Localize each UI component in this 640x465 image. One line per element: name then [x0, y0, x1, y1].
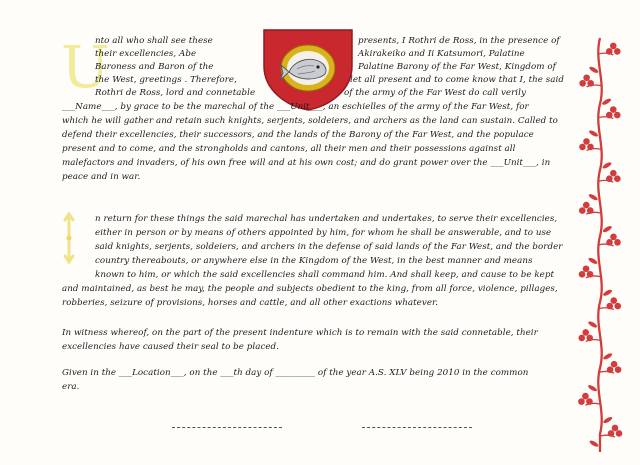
paragraph-1-line: which he will gather and retain such knights, serjents, soldeiers, and archers as the land can sustain. Called to — [62, 116, 558, 126]
paragraph-1-line: malefactors and invaders, of his own free will and at his own cost; and do grant power over the ___Unit___, in — [62, 158, 551, 168]
trefoil-flower-icon — [578, 393, 600, 405]
paragraph-1-line: nto all who shall see these — [95, 36, 213, 46]
trefoil-flower-icon — [579, 74, 601, 86]
trefoil-flower-icon — [599, 297, 621, 309]
vine-leaf-icon — [587, 320, 598, 328]
paragraph-2-line: and maintained, as best he may, the people and subjects obedient to the king, from all force, violence, pillages, — [62, 284, 558, 294]
illuminated-initial-i — [62, 212, 76, 264]
vine-leaf-icon — [602, 289, 613, 297]
illuminated-initial-u: U — [61, 33, 110, 101]
trefoil-flower-icon — [598, 106, 620, 118]
paragraph-1-line: peace and in war. — [62, 172, 141, 182]
trefoil-flower-icon — [598, 43, 620, 55]
vine-leaf-icon — [602, 352, 613, 360]
heraldic-shield — [262, 28, 354, 112]
paragraph-1-line: present and to come, and the strongholds and cantons, all their men and their possessions against all — [62, 144, 516, 154]
paragraph-1-line: defend their excellencies, their successors, and the lands of the Barony of the Far West, and the populace — [62, 130, 534, 140]
vine-leaf-icon — [587, 384, 598, 392]
vine-leaf-icon — [602, 225, 613, 233]
vine-leaf-icon — [589, 439, 600, 447]
paragraph-1-line: Baroness and Baron of the — [95, 62, 214, 72]
signature-line-left[interactable] — [172, 415, 282, 428]
trefoil-flower-icon — [579, 138, 601, 150]
paragraph-1-line: ___Name___, by grace to be the marechal of the ___Unit___, an eschielles of the army of the Far West, for — [62, 102, 529, 112]
paragraph-1-line: the West, greetings . Therefore, — [95, 75, 237, 85]
signature-line-right[interactable] — [362, 415, 472, 428]
trefoil-flower-icon — [579, 202, 601, 214]
paragraph-1-line: Akirakeiko and Ii Katsumori, Palatine — [358, 49, 525, 59]
paragraph-2-line: country thereabouts, or anywhere else in the Kingdom of the West, in the best manner and means — [95, 256, 533, 266]
trefoil-flower-icon — [578, 329, 600, 341]
paragraph-3-line: In witness whereof, on the part of the present indenture which is to remain with the said connetable, their — [62, 328, 538, 338]
trefoil-flower-icon — [600, 425, 622, 437]
trefoil-flower-icon — [579, 265, 601, 277]
vine-leaf-icon — [588, 129, 599, 137]
trefoil-flower-icon — [599, 361, 621, 373]
paragraph-2-line: said knights, serjents, soldeiers, and archers in the defense of said lands of the Far West, and the border — [95, 242, 563, 252]
paragraph-2-line: either in person or by means of others appointed by him, for whom he shall be answerable, and to use — [95, 228, 552, 238]
paragraph-2-line: n return for these things the said marechal has undertaken and undertakes, to serve their excellencies, — [95, 214, 558, 224]
paragraph-1-line: their excellencies, Abe — [95, 49, 197, 59]
vine-leaf-icon — [588, 193, 599, 201]
paragraph-1-line: of the army of the Far West do call verily — [344, 88, 526, 98]
vine-leaf-icon — [602, 416, 613, 424]
paragraph-1-line: let all present and to come know that I, the said — [350, 75, 564, 85]
vine-leaf-icon — [588, 257, 599, 265]
vine-leaf-icon — [601, 97, 612, 105]
paragraph-1-line: Palatine Barony of the Far West, Kingdom of — [358, 62, 556, 72]
paragraph-4-line: era. — [62, 382, 80, 392]
decorative-vine-border — [572, 36, 630, 454]
paragraph-2-line: known to him, or which the said excellencies shall command him. And shall keep, and cause to be kept — [95, 270, 554, 280]
paragraph-4-line: Given in the ___Location___, on the ___th day of _________ of the year A.S. XLV being 2010 in the common — [62, 368, 529, 378]
trefoil-flower-icon — [598, 234, 620, 246]
paragraph-1-line: presents, I Rothri de Ross, in the presence of — [358, 36, 560, 46]
paragraph-1-line: Rothri de Ross, lord and connetable — [95, 88, 256, 98]
paragraph-3-line: excellencies have caused their seal to be placed. — [62, 342, 279, 352]
paragraph-2-line: robberies, seizure of provisions, horses and cattle, and all other exactions whatever. — [62, 298, 439, 308]
vine-leaf-icon — [589, 66, 600, 74]
vine-leaf-icon — [602, 161, 613, 169]
trefoil-flower-icon — [598, 170, 620, 182]
